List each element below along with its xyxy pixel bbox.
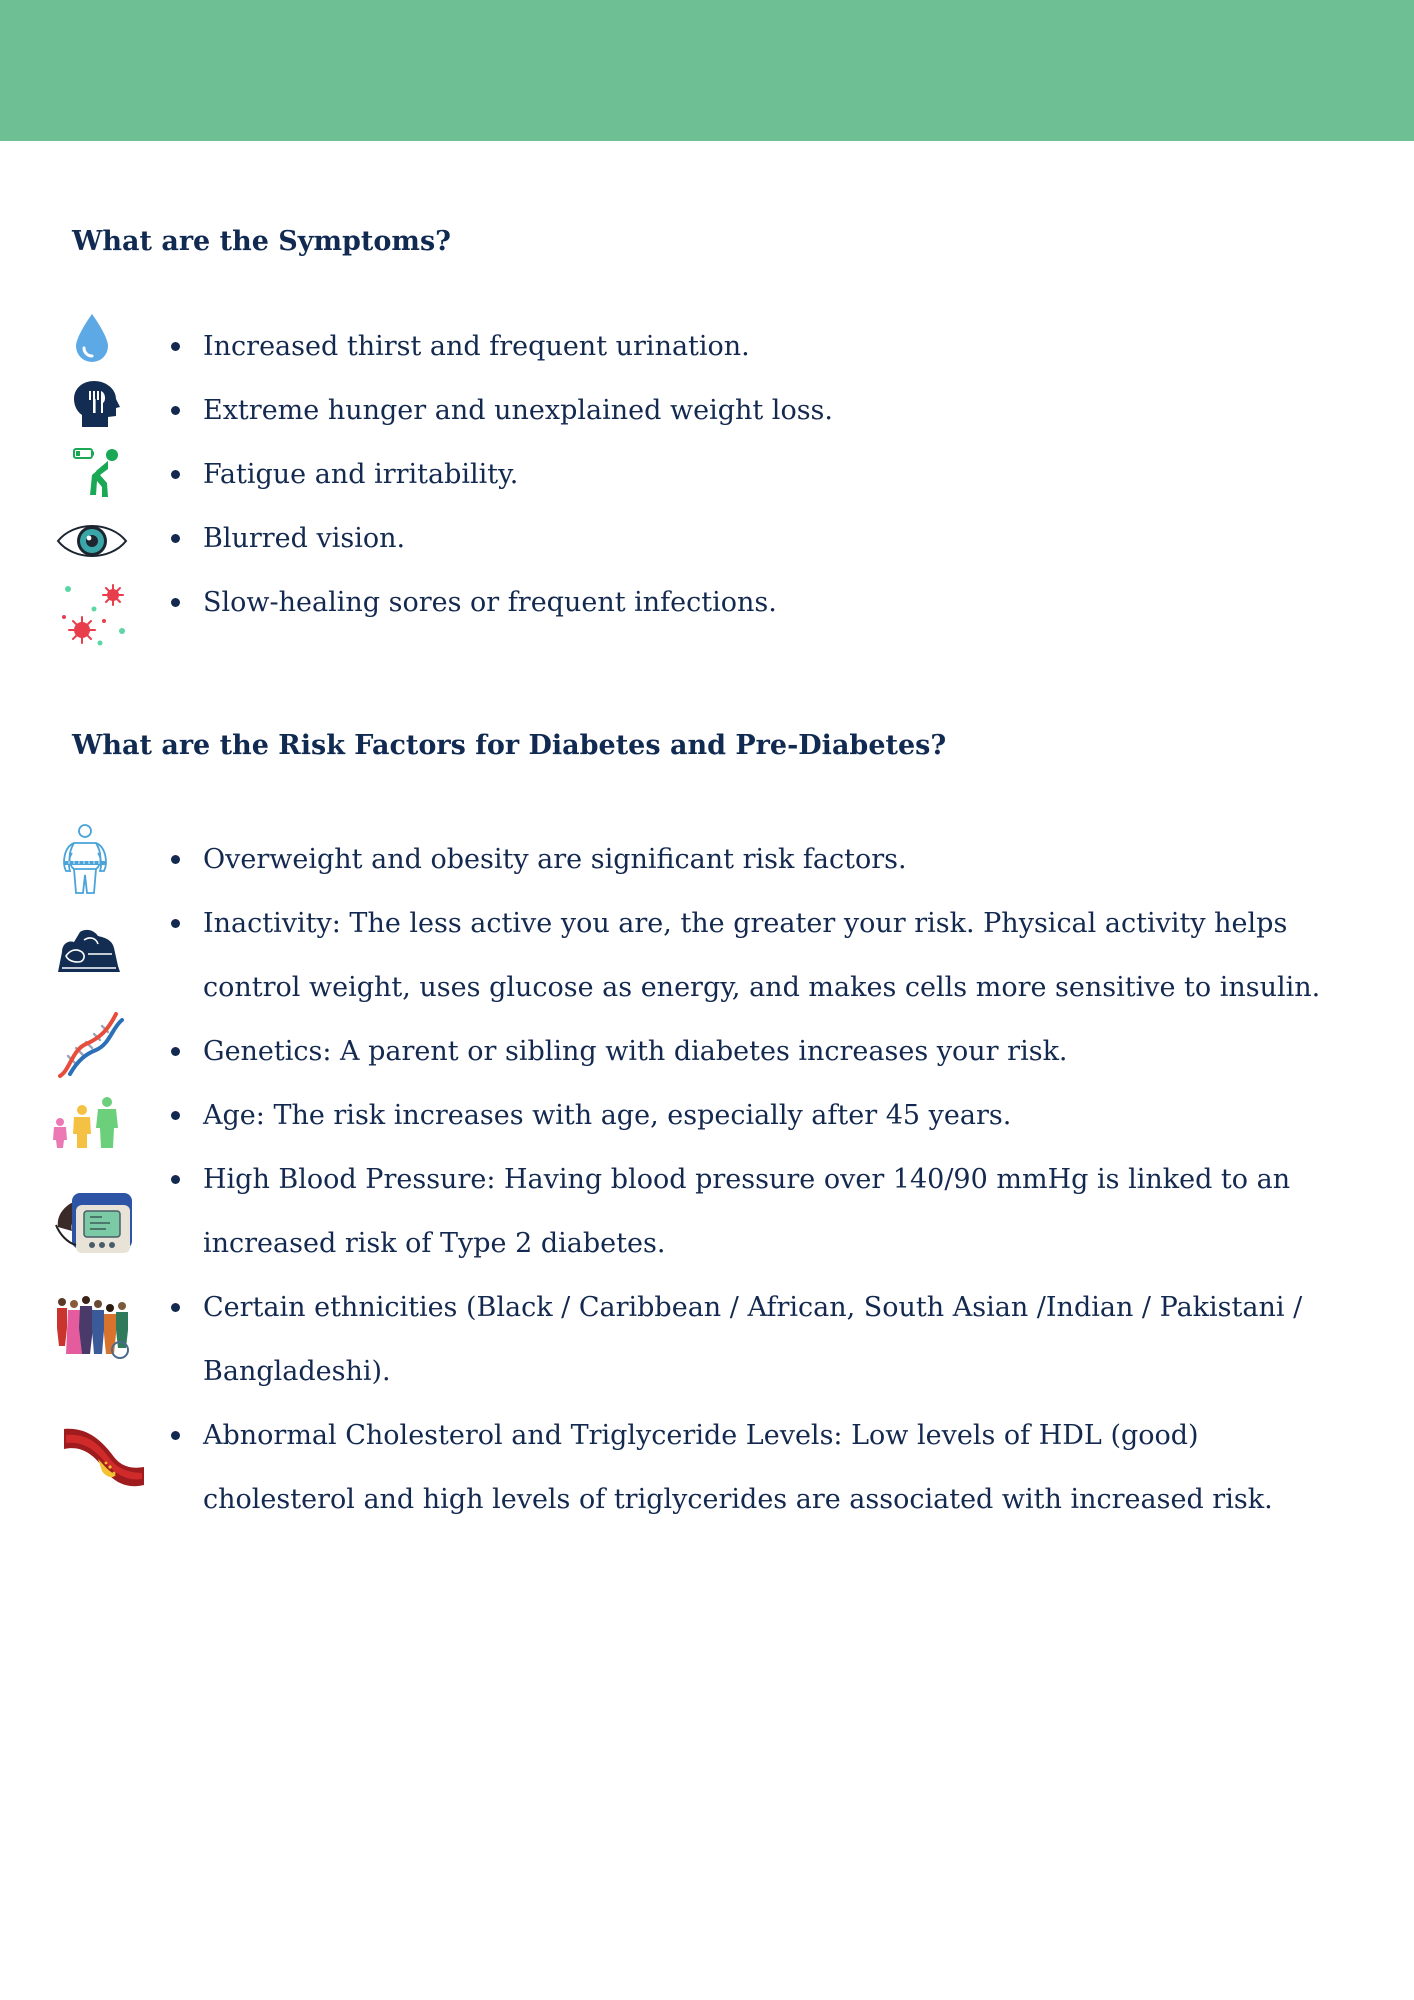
bullet xyxy=(171,534,180,543)
diverse-people-icon xyxy=(54,1294,134,1360)
tired-person-icon xyxy=(72,445,122,501)
artery-plaque-icon xyxy=(62,1423,146,1489)
risk-factors-heading: What are the Risk Factors for Diabetes and Pre-Diabetes? xyxy=(72,730,947,761)
symptom-text: Extreme hunger and unexplained weight loss. xyxy=(203,395,833,426)
symptom-text: Slow-healing sores or frequent infections. xyxy=(203,587,777,618)
risk-factor-text: Overweight and obesity are significant risk factors. xyxy=(203,844,907,875)
risk-factor-text: Inactivity: The less active you are, the greater your risk. Physical activity helps control weight, uses glucose as energy, and makes cells more sensitive to insulin. xyxy=(203,908,1321,1003)
risk-factor-text: Age: The risk increases with age, especially after 45 years. xyxy=(203,1100,1012,1131)
symptoms-heading: What are the Symptoms? xyxy=(72,226,452,257)
hungry-head-icon xyxy=(72,379,122,429)
water-drop-icon xyxy=(72,312,112,364)
bullet xyxy=(171,1047,180,1056)
bullet xyxy=(171,1431,180,1440)
bullet xyxy=(171,406,180,415)
symptom-text: Fatigue and irritability. xyxy=(203,459,519,490)
header-band xyxy=(0,0,1414,141)
risk-factor-text: Certain ethnicities (Black / Caribbean / African, South Asian /Indian / Pakistani / Bangladeshi). xyxy=(203,1292,1303,1387)
bullet xyxy=(171,1111,180,1120)
risk-factor-text: High Blood Pressure: Having blood pressure over 140/90 mmHg is linked to an increased risk of Type 2 diabetes. xyxy=(203,1164,1291,1259)
bullet xyxy=(171,855,180,864)
sleeping-person-icon xyxy=(56,926,122,974)
obese-body-icon xyxy=(60,823,110,895)
age-stages-icon xyxy=(52,1096,120,1150)
eye-icon xyxy=(56,519,128,563)
risk-factor-text: Abnormal Cholesterol and Triglyceride Levels: Low levels of HDL (good) cholesterol and high levels of triglycerides are associated with increased risk. xyxy=(203,1420,1273,1515)
germs-icon xyxy=(60,581,130,649)
symptom-text: Increased thirst and frequent urination. xyxy=(203,331,750,362)
bullet xyxy=(171,1303,180,1312)
bullet xyxy=(171,1175,180,1184)
symptom-text: Blurred vision. xyxy=(203,523,406,554)
bullet xyxy=(171,919,180,928)
bullet xyxy=(171,598,180,607)
bullet xyxy=(171,342,180,351)
bullet xyxy=(171,470,180,479)
risk-factor-text: Genetics: A parent or sibling with diabetes increases your risk. xyxy=(203,1036,1068,1067)
blood-pressure-monitor-icon xyxy=(54,1191,136,1259)
dna-icon xyxy=(56,1010,126,1080)
